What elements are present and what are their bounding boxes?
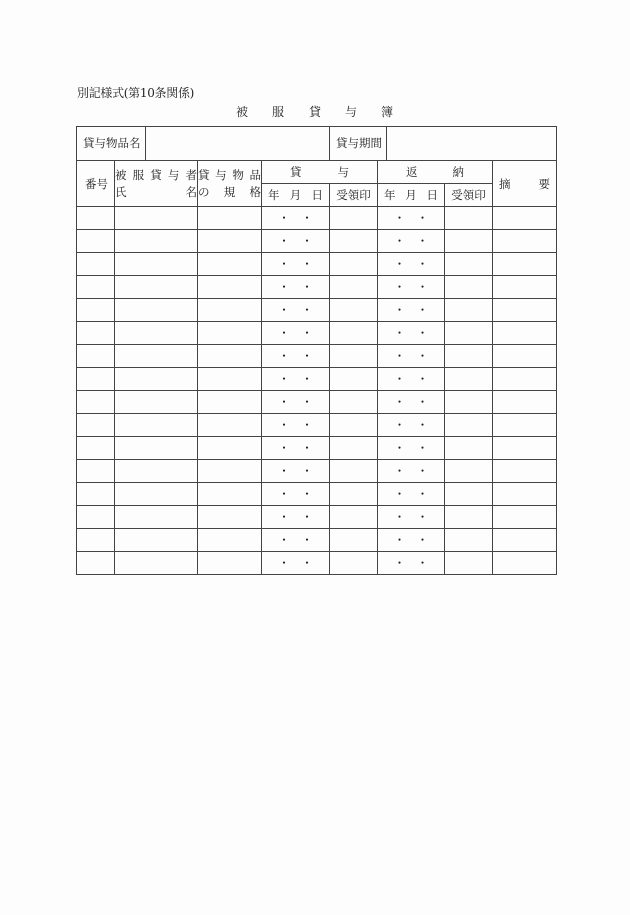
recipient-cell[interactable] bbox=[115, 483, 198, 506]
lend-seal-cell[interactable] bbox=[330, 506, 378, 529]
remarks-cell[interactable] bbox=[493, 506, 557, 529]
lend-seal-cell[interactable] bbox=[330, 368, 378, 391]
remarks-cell[interactable] bbox=[493, 414, 557, 437]
lend-date-cell[interactable]: ・ ・ bbox=[262, 368, 330, 391]
table-row bbox=[77, 506, 557, 529]
lend-date-cell[interactable]: ・ ・ bbox=[262, 322, 330, 345]
remarks-cell[interactable] bbox=[493, 483, 557, 506]
lend-date-cell[interactable]: ・ ・ bbox=[262, 230, 330, 253]
lend-seal-cell[interactable] bbox=[330, 552, 378, 575]
header-number: 番 号 bbox=[77, 161, 115, 207]
header-return-date: 年 月 日 bbox=[378, 184, 445, 207]
return-seal-cell[interactable] bbox=[445, 207, 493, 230]
lending-register-table bbox=[76, 126, 557, 575]
return-date-cell[interactable]: ・ ・ bbox=[378, 391, 445, 414]
lend-date-cell[interactable]: ・ ・ bbox=[262, 299, 330, 322]
lend-seal-cell[interactable] bbox=[330, 276, 378, 299]
return-seal-cell[interactable] bbox=[445, 230, 493, 253]
return-seal-cell[interactable] bbox=[445, 529, 493, 552]
table-row bbox=[77, 552, 557, 575]
lend-seal-cell[interactable] bbox=[330, 253, 378, 276]
spec-cell[interactable] bbox=[198, 207, 262, 230]
return-date-cell[interactable]: ・ ・ bbox=[378, 276, 445, 299]
return-seal-cell[interactable] bbox=[445, 299, 493, 322]
lend-seal-cell[interactable] bbox=[330, 230, 378, 253]
header-spec: 貸 与 物 品 の 規 格 bbox=[198, 161, 262, 207]
return-seal-cell[interactable] bbox=[445, 506, 493, 529]
return-date-cell[interactable]: ・ ・ bbox=[378, 437, 445, 460]
lend-seal-cell[interactable] bbox=[330, 414, 378, 437]
return-date-cell[interactable]: ・ ・ bbox=[378, 506, 445, 529]
remarks-cell[interactable] bbox=[493, 368, 557, 391]
number-cell[interactable] bbox=[77, 483, 115, 506]
lend-date-cell[interactable]: ・ ・ bbox=[262, 529, 330, 552]
number-cell[interactable] bbox=[77, 437, 115, 460]
spec-cell[interactable] bbox=[198, 460, 262, 483]
lend-date-cell[interactable]: ・ ・ bbox=[262, 391, 330, 414]
title-char: 貸 bbox=[309, 105, 322, 119]
table-row bbox=[77, 437, 557, 460]
return-date-cell[interactable]: ・ ・ bbox=[378, 529, 445, 552]
period-cell bbox=[330, 127, 557, 161]
header-lend-date: 年 月 日 bbox=[262, 184, 330, 207]
recipient-cell[interactable] bbox=[115, 506, 198, 529]
recipient-cell[interactable] bbox=[115, 322, 198, 345]
recipient-cell[interactable] bbox=[115, 253, 198, 276]
return-seal-cell[interactable] bbox=[445, 391, 493, 414]
item-name-field[interactable] bbox=[198, 127, 330, 161]
item-row bbox=[77, 127, 557, 161]
remarks-cell[interactable] bbox=[493, 322, 557, 345]
return-seal-cell[interactable] bbox=[445, 322, 493, 345]
number-cell[interactable] bbox=[77, 207, 115, 230]
number-cell[interactable] bbox=[77, 368, 115, 391]
item-name-label: 貸与物品名 bbox=[83, 127, 146, 160]
lend-date-cell[interactable]: ・ ・ bbox=[262, 506, 330, 529]
spec-cell[interactable] bbox=[198, 529, 262, 552]
table-row bbox=[77, 276, 557, 299]
lend-date-cell[interactable]: ・ ・ bbox=[262, 414, 330, 437]
number-cell[interactable] bbox=[77, 230, 115, 253]
table-row bbox=[77, 483, 557, 506]
table-row bbox=[77, 345, 557, 368]
remarks-cell[interactable] bbox=[493, 207, 557, 230]
number-cell[interactable] bbox=[77, 276, 115, 299]
table-row bbox=[77, 368, 557, 391]
number-cell[interactable] bbox=[77, 391, 115, 414]
lend-seal-cell[interactable] bbox=[330, 529, 378, 552]
lend-date-cell[interactable]: ・ ・ bbox=[262, 437, 330, 460]
recipient-cell[interactable] bbox=[115, 460, 198, 483]
lend-seal-cell[interactable] bbox=[330, 299, 378, 322]
spec-cell[interactable] bbox=[198, 368, 262, 391]
return-date-cell[interactable]: ・ ・ bbox=[378, 345, 445, 368]
period-label: 貸与期間 bbox=[330, 127, 387, 160]
table-row bbox=[77, 207, 557, 230]
lend-seal-cell[interactable] bbox=[330, 460, 378, 483]
recipient-cell[interactable] bbox=[115, 230, 198, 253]
return-date-cell[interactable]: ・ ・ bbox=[378, 483, 445, 506]
title-char: 服 bbox=[272, 105, 285, 119]
recipient-cell[interactable] bbox=[115, 207, 198, 230]
spec-cell[interactable] bbox=[198, 299, 262, 322]
return-seal-cell[interactable] bbox=[445, 414, 493, 437]
header-remarks: 摘 要 bbox=[493, 161, 557, 207]
number-cell[interactable] bbox=[77, 529, 115, 552]
remarks-cell[interactable] bbox=[493, 299, 557, 322]
number-cell[interactable] bbox=[77, 322, 115, 345]
lend-seal-cell[interactable] bbox=[330, 322, 378, 345]
lend-date-cell[interactable]: ・ ・ bbox=[262, 460, 330, 483]
remarks-cell[interactable] bbox=[493, 230, 557, 253]
return-seal-cell[interactable] bbox=[445, 460, 493, 483]
lend-date-cell[interactable]: ・ ・ bbox=[262, 207, 330, 230]
return-date-cell[interactable]: ・ ・ bbox=[378, 460, 445, 483]
recipient-cell[interactable] bbox=[115, 299, 198, 322]
remarks-cell[interactable] bbox=[493, 253, 557, 276]
return-date-cell[interactable]: ・ ・ bbox=[378, 552, 445, 575]
lend-date-cell[interactable]: ・ ・ bbox=[262, 552, 330, 575]
number-cell[interactable] bbox=[77, 506, 115, 529]
spec-cell[interactable] bbox=[198, 391, 262, 414]
remarks-cell[interactable] bbox=[493, 276, 557, 299]
number-cell[interactable] bbox=[77, 345, 115, 368]
header-lend-seal: 受領印 bbox=[330, 184, 378, 207]
lend-seal-cell[interactable] bbox=[330, 437, 378, 460]
number-cell[interactable] bbox=[77, 414, 115, 437]
recipient-cell[interactable] bbox=[115, 391, 198, 414]
table-row bbox=[77, 322, 557, 345]
title-char: 与 bbox=[345, 105, 358, 119]
return-seal-cell[interactable] bbox=[445, 483, 493, 506]
return-seal-cell[interactable] bbox=[445, 345, 493, 368]
remarks-cell[interactable] bbox=[493, 529, 557, 552]
table-row bbox=[77, 299, 557, 322]
return-date-cell[interactable]: ・ ・ bbox=[378, 414, 445, 437]
lend-seal-cell[interactable] bbox=[330, 391, 378, 414]
remarks-cell[interactable] bbox=[493, 552, 557, 575]
title-char: 被 bbox=[236, 105, 249, 119]
recipient-cell[interactable] bbox=[115, 529, 198, 552]
header-recipient: 被 服 貸 与 者 氏 名 bbox=[115, 161, 198, 207]
return-seal-cell[interactable] bbox=[445, 437, 493, 460]
table-row bbox=[77, 529, 557, 552]
table-row bbox=[77, 230, 557, 253]
lend-seal-cell[interactable] bbox=[330, 207, 378, 230]
header-lend: 貸 与 bbox=[262, 161, 378, 184]
return-date-cell[interactable]: ・ ・ bbox=[378, 230, 445, 253]
spec-cell[interactable] bbox=[198, 276, 262, 299]
number-cell[interactable] bbox=[77, 552, 115, 575]
spec-cell[interactable] bbox=[198, 322, 262, 345]
number-cell[interactable] bbox=[77, 253, 115, 276]
number-cell[interactable] bbox=[77, 299, 115, 322]
form-caption: 別記様式(第10条関係) bbox=[77, 86, 195, 100]
lend-seal-cell[interactable] bbox=[330, 483, 378, 506]
lend-date-cell[interactable]: ・ ・ bbox=[262, 483, 330, 506]
table-row bbox=[77, 414, 557, 437]
spec-cell[interactable] bbox=[198, 253, 262, 276]
return-seal-cell[interactable] bbox=[445, 276, 493, 299]
recipient-cell[interactable] bbox=[115, 414, 198, 437]
lend-date-cell[interactable]: ・ ・ bbox=[262, 253, 330, 276]
spec-cell[interactable] bbox=[198, 437, 262, 460]
header-return-seal: 受領印 bbox=[445, 184, 493, 207]
title-char: 簿 bbox=[381, 105, 394, 119]
remarks-cell[interactable] bbox=[493, 460, 557, 483]
number-cell[interactable] bbox=[77, 460, 115, 483]
remarks-cell[interactable] bbox=[493, 437, 557, 460]
return-seal-cell[interactable] bbox=[445, 368, 493, 391]
return-date-cell[interactable]: ・ ・ bbox=[378, 322, 445, 345]
spec-cell[interactable] bbox=[198, 345, 262, 368]
lend-seal-cell[interactable] bbox=[330, 345, 378, 368]
spec-cell[interactable] bbox=[198, 414, 262, 437]
table-row bbox=[77, 460, 557, 483]
remarks-cell[interactable] bbox=[493, 345, 557, 368]
return-date-cell[interactable]: ・ ・ bbox=[378, 368, 445, 391]
header-row-1 bbox=[77, 161, 557, 184]
recipient-cell[interactable] bbox=[115, 276, 198, 299]
lend-date-cell[interactable]: ・ ・ bbox=[262, 345, 330, 368]
return-date-cell[interactable]: ・ ・ bbox=[378, 207, 445, 230]
return-seal-cell[interactable] bbox=[445, 253, 493, 276]
remarks-cell[interactable] bbox=[493, 391, 557, 414]
recipient-cell[interactable] bbox=[115, 345, 198, 368]
recipient-cell[interactable] bbox=[115, 552, 198, 575]
table-row bbox=[77, 253, 557, 276]
spec-cell[interactable] bbox=[198, 483, 262, 506]
recipient-cell[interactable] bbox=[115, 368, 198, 391]
return-date-cell[interactable]: ・ ・ bbox=[378, 299, 445, 322]
spec-cell[interactable] bbox=[198, 506, 262, 529]
lend-date-cell[interactable]: ・ ・ bbox=[262, 276, 330, 299]
spec-cell[interactable] bbox=[198, 552, 262, 575]
recipient-cell[interactable] bbox=[115, 437, 198, 460]
item-name-label-cell bbox=[77, 127, 198, 161]
header-return: 返 納 bbox=[378, 161, 493, 184]
spec-cell[interactable] bbox=[198, 230, 262, 253]
return-seal-cell[interactable] bbox=[445, 552, 493, 575]
table-row bbox=[77, 391, 557, 414]
return-date-cell[interactable]: ・ ・ bbox=[378, 253, 445, 276]
